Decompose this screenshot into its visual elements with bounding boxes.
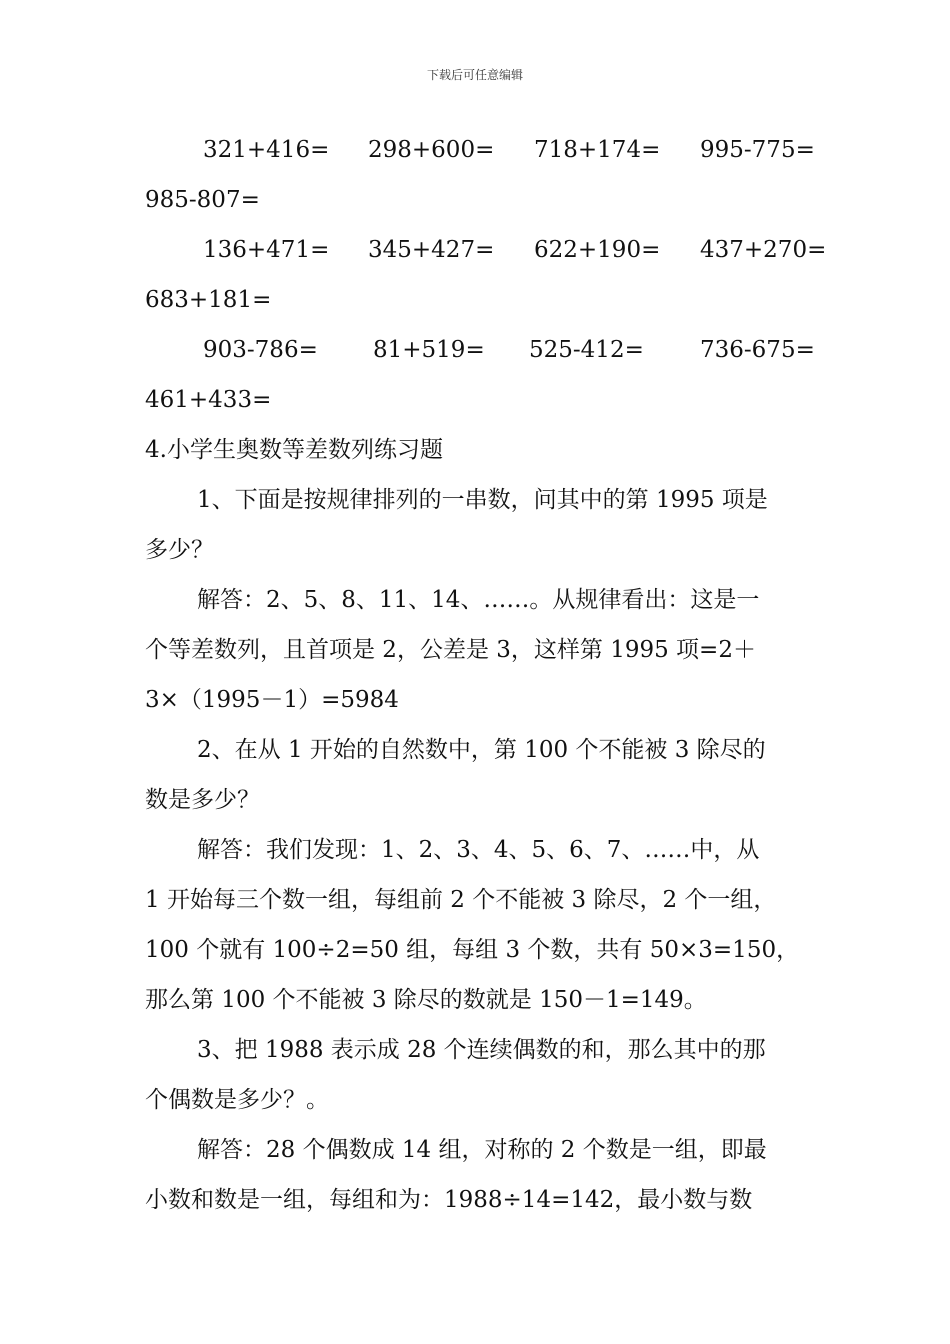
arith-row-wrap <box>0 285 950 315</box>
answer-2-line: 100 个就有 100÷2=50 组，每组 3 个数，共有 50×3=150， <box>145 937 800 963</box>
arith-expr: 622+190= <box>534 237 661 263</box>
answer-3-line: 小数和数是一组，每组和为：1988÷14=142，最小数与数 <box>145 1187 753 1213</box>
question-2-line: 2、在从 1 开始的自然数中，第 100 个不能被 3 除尽的 <box>197 737 766 763</box>
answer-1-line: 解答：2、5、8、11、14、……。从规律看出：这是一 <box>197 587 760 613</box>
answer-2-line: 解答：我们发现：1、2、3、4、5、6、7、……中，从 <box>197 837 760 863</box>
answer-2-line: 那么第 100 个不能被 3 除尽的数就是 150－1=149。 <box>145 987 707 1013</box>
arith-expr: 995-775= <box>700 137 815 163</box>
question-3-line: 个偶数是多少？。 <box>145 1087 329 1113</box>
question-1-line: 1、下面是按规律排列的一串数，问其中的第 1995 项是 <box>197 487 768 513</box>
arith-expr: 461+433= <box>145 387 272 413</box>
arith-expr: 321+416= <box>203 137 330 163</box>
question-3-line: 3、把 1988 表示成 28 个连续偶数的和，那么其中的那 <box>197 1037 766 1063</box>
arith-expr: 298+600= <box>368 137 495 163</box>
page-header: 下载后可任意编辑 <box>426 68 523 82</box>
arith-expr: 683+181= <box>145 287 272 313</box>
question-1-line: 多少？ <box>145 537 214 563</box>
arith-expr: 136+471= <box>203 237 330 263</box>
arith-expr: 437+270= <box>700 237 827 263</box>
section-title: 4.小学生奥数等差数列练习题 <box>145 437 443 463</box>
answer-3-line: 解答：28 个偶数成 14 组，对称的 2 个数是一组，即最 <box>197 1137 767 1163</box>
arith-expr: 903-786= <box>203 337 318 363</box>
answer-2-line: 1 开始每三个数一组，每组前 2 个不能被 3 除尽，2 个一组， <box>145 887 777 913</box>
arith-expr: 345+427= <box>368 237 495 263</box>
arith-row <box>0 135 950 165</box>
arith-expr: 736-675= <box>700 337 815 363</box>
arith-expr: 525-412= <box>529 337 644 363</box>
arith-expr: 81+519= <box>373 337 485 363</box>
arith-row <box>0 335 950 365</box>
arith-expr: 985-807= <box>145 187 260 213</box>
answer-1-line: 3×（1995－1）=5984 <box>145 687 399 713</box>
question-2-line: 数是多少？ <box>145 787 260 813</box>
answer-1-line: 个等差数列，且首项是 2，公差是 3，这样第 1995 项=2＋ <box>145 637 756 663</box>
arith-row-wrap <box>0 385 950 415</box>
arith-row-wrap <box>0 185 950 215</box>
arith-expr: 718+174= <box>534 137 661 163</box>
arith-row <box>0 235 950 265</box>
